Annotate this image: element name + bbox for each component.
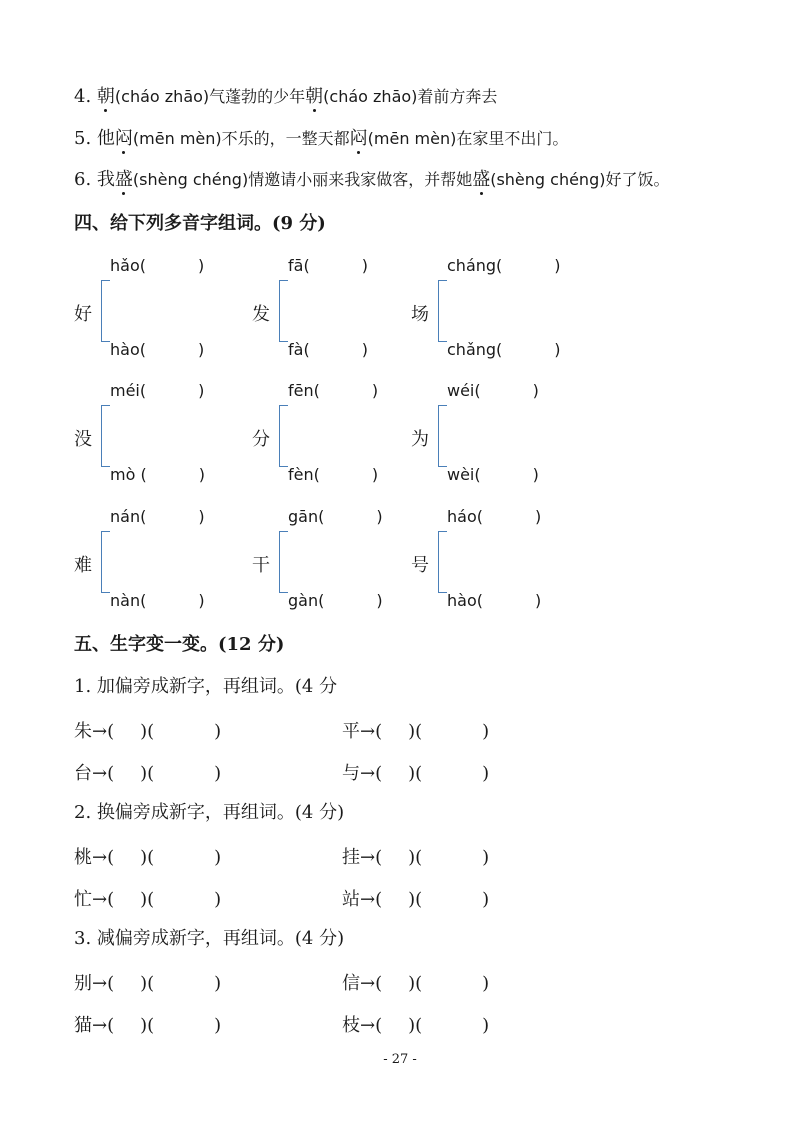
polyphone-char: 没: [74, 429, 92, 450]
paren-sep: )(: [140, 973, 155, 994]
brace-icon: [438, 531, 447, 593]
base-char: 与→(: [342, 763, 383, 784]
section-five-title: 五、生字变一变。(12 分): [74, 634, 285, 655]
paren-close: ): [482, 763, 490, 784]
pinyin-label: fā(: [288, 256, 310, 275]
pinyin-label: hào(: [110, 340, 146, 359]
polyphone-group: [252, 381, 422, 491]
word-change-item: [342, 885, 489, 911]
pinyin-bottom: [110, 340, 204, 359]
paren-close: ): [214, 847, 222, 868]
part-3-title: 3. 减偏旁成新字，再组词。(4 分): [74, 928, 345, 949]
polyphone-char: 闷: [114, 128, 133, 149]
sentence-number: 6.: [74, 169, 92, 190]
pinyin-top: [447, 256, 561, 275]
pinyin-label: fà(: [288, 340, 310, 359]
sentence-text: (mēn mèn)不乐的，一整天都: [132, 129, 350, 148]
pinyin-label: hǎo(: [110, 256, 146, 275]
polyphone-char: 盛: [472, 169, 491, 190]
base-char: 别→(: [74, 973, 115, 994]
paren-close: ): [214, 973, 222, 994]
pinyin-top: [110, 381, 204, 400]
polyphone-group: [252, 507, 422, 617]
word-change-item: [74, 969, 221, 995]
paren-close: ): [532, 381, 539, 400]
pinyin-label: hào(: [447, 591, 483, 610]
base-char: 枝→(: [342, 1015, 383, 1036]
paren-sep: )(: [140, 721, 155, 742]
sentence-text: 我: [96, 169, 115, 190]
sentence-text: (shèng chéng)好了饭。: [490, 170, 670, 189]
polyphone-char: 干: [252, 555, 270, 576]
polyphone-char: 好: [74, 304, 92, 325]
sentence-6: [74, 168, 669, 192]
pinyin-label: chǎng(: [447, 340, 503, 359]
polyphone-group: [74, 507, 244, 617]
sentence-text: 他: [96, 128, 115, 149]
pinyin-top: [110, 256, 204, 275]
word-change-item: [342, 969, 489, 995]
pinyin-bottom: [288, 340, 368, 359]
polyphone-char: 场: [411, 304, 429, 325]
polyphone-char: 分: [252, 429, 270, 450]
paren-sep: )(: [408, 721, 423, 742]
polyphone-char: 发: [252, 304, 270, 325]
pinyin-bottom: [110, 591, 205, 610]
paren-close: ): [376, 591, 383, 610]
paren-close: ): [482, 847, 490, 868]
polyphone-char: 盛: [114, 169, 133, 190]
pinyin-top: [447, 381, 539, 400]
polyphone-char: 朝: [305, 86, 324, 107]
brace-icon: [279, 531, 288, 593]
section-four-title: 四、给下列多音字组词。(9 分): [74, 213, 326, 234]
pinyin-label: méi(: [110, 381, 147, 400]
pinyin-top: [288, 507, 383, 526]
pinyin-label: wèi(: [447, 465, 481, 484]
pinyin-label: cháng(: [447, 256, 503, 275]
pinyin-bottom: [447, 465, 539, 484]
pinyin-top: [110, 507, 205, 526]
paren-sep: )(: [140, 847, 155, 868]
pinyin-label: háo(: [447, 507, 483, 526]
paren-close: ): [532, 465, 539, 484]
paren-close: ): [198, 591, 205, 610]
pinyin-top: [447, 507, 541, 526]
polyphone-char: 闷: [349, 128, 368, 149]
word-change-item: [342, 843, 489, 869]
paren-close: ): [554, 340, 561, 359]
paren-close: ): [197, 340, 205, 359]
base-char: 平→(: [342, 721, 383, 742]
paren-close: ): [198, 507, 205, 526]
paren-close: ): [214, 889, 222, 910]
brace-icon: [279, 280, 288, 342]
pinyin-label: nàn(: [110, 591, 147, 610]
paren-sep: )(: [140, 763, 155, 784]
pinyin-label: fēn(: [288, 381, 320, 400]
brace-icon: [101, 531, 110, 593]
polyphone-char: 号: [411, 555, 429, 576]
paren-sep: )(: [408, 847, 423, 868]
paren-close: ): [376, 507, 383, 526]
base-char: 站→(: [342, 889, 383, 910]
pinyin-label: wéi(: [447, 381, 481, 400]
paren-close: ): [361, 340, 368, 359]
sentence-number: 5.: [74, 128, 92, 149]
polyphone-char: 难: [74, 555, 92, 576]
paren-sep: )(: [140, 1015, 155, 1036]
paren-close: ): [214, 763, 222, 784]
brace-icon: [438, 280, 447, 342]
paren-close: ): [482, 1015, 490, 1036]
word-change-item: [74, 717, 221, 743]
pinyin-label: gàn(: [288, 591, 325, 610]
paren-close: ): [482, 973, 490, 994]
paren-close: ): [214, 1015, 222, 1036]
word-change-item: [342, 759, 489, 785]
base-char: 桃→(: [74, 847, 115, 868]
part-1-title: 1. 加偏旁成新字，再组词。(4 分: [74, 676, 338, 697]
paren-close: ): [361, 256, 368, 275]
word-change-item: [74, 843, 221, 869]
base-char: 猫→(: [74, 1015, 115, 1036]
sentence-number: 4.: [74, 86, 92, 107]
word-change-item: [342, 717, 489, 743]
base-char: 挂→(: [342, 847, 383, 868]
sentence-text: (mēn mèn)在家里不出门。: [367, 129, 569, 148]
part-2-title: 2. 换偏旁成新字，再组词。(4 分): [74, 802, 345, 823]
paren-sep: )(: [408, 763, 423, 784]
pinyin-bottom: [447, 591, 541, 610]
sentence-5: [74, 127, 568, 151]
pinyin-label: nán(: [110, 507, 147, 526]
pinyin-label: fèn(: [288, 465, 320, 484]
polyphone-char: 为: [411, 429, 429, 450]
word-change-item: [74, 885, 221, 911]
word-change-item: [74, 1011, 221, 1037]
base-char: 忙→(: [74, 889, 115, 910]
paren-close: ): [534, 591, 542, 610]
base-char: 朱→(: [74, 721, 115, 742]
pinyin-top: [288, 381, 378, 400]
pinyin-label: mò (: [110, 465, 147, 484]
page-number: - 27 -: [383, 1052, 417, 1067]
paren-close: ): [554, 256, 561, 275]
paren-close: ): [197, 256, 205, 275]
brace-icon: [438, 405, 447, 467]
paren-sep: )(: [408, 973, 423, 994]
brace-icon: [279, 405, 288, 467]
pinyin-bottom: [447, 340, 561, 359]
paren-sep: )(: [408, 1015, 423, 1036]
pinyin-bottom: [288, 591, 383, 610]
paren-close: ): [198, 465, 205, 484]
paren-close: ): [371, 381, 379, 400]
sentence-4: [74, 85, 497, 109]
polyphone-group: [411, 381, 581, 491]
pinyin-bottom: [288, 465, 378, 484]
sentence-text: (cháo zhāo)着前方奔去: [323, 87, 498, 106]
base-char: 台→(: [74, 763, 115, 784]
brace-icon: [101, 405, 110, 467]
paren-close: ): [371, 465, 379, 484]
paren-close: ): [482, 889, 490, 910]
word-change-item: [342, 1011, 489, 1037]
pinyin-top: [288, 256, 368, 275]
pinyin-bottom: [110, 465, 205, 484]
paren-close: ): [198, 381, 205, 400]
sentence-text: (cháo zhāo)气蓬勃的少年: [114, 87, 306, 106]
polyphone-group: [411, 256, 581, 366]
polyphone-group: [252, 256, 422, 366]
sentence-text: (shèng chéng)情邀请小丽来我家做客，并帮她: [132, 170, 473, 189]
pinyin-label: gān(: [288, 507, 325, 526]
paren-sep: )(: [408, 889, 423, 910]
polyphone-group: [411, 507, 581, 617]
base-char: 信→(: [342, 973, 383, 994]
paren-sep: )(: [140, 889, 155, 910]
paren-close: ): [214, 721, 222, 742]
polyphone-char: 朝: [96, 86, 115, 107]
brace-icon: [101, 280, 110, 342]
paren-close: ): [482, 721, 490, 742]
paren-close: ): [534, 507, 542, 526]
polyphone-group: [74, 256, 244, 366]
word-change-item: [74, 759, 221, 785]
polyphone-group: [74, 381, 244, 491]
